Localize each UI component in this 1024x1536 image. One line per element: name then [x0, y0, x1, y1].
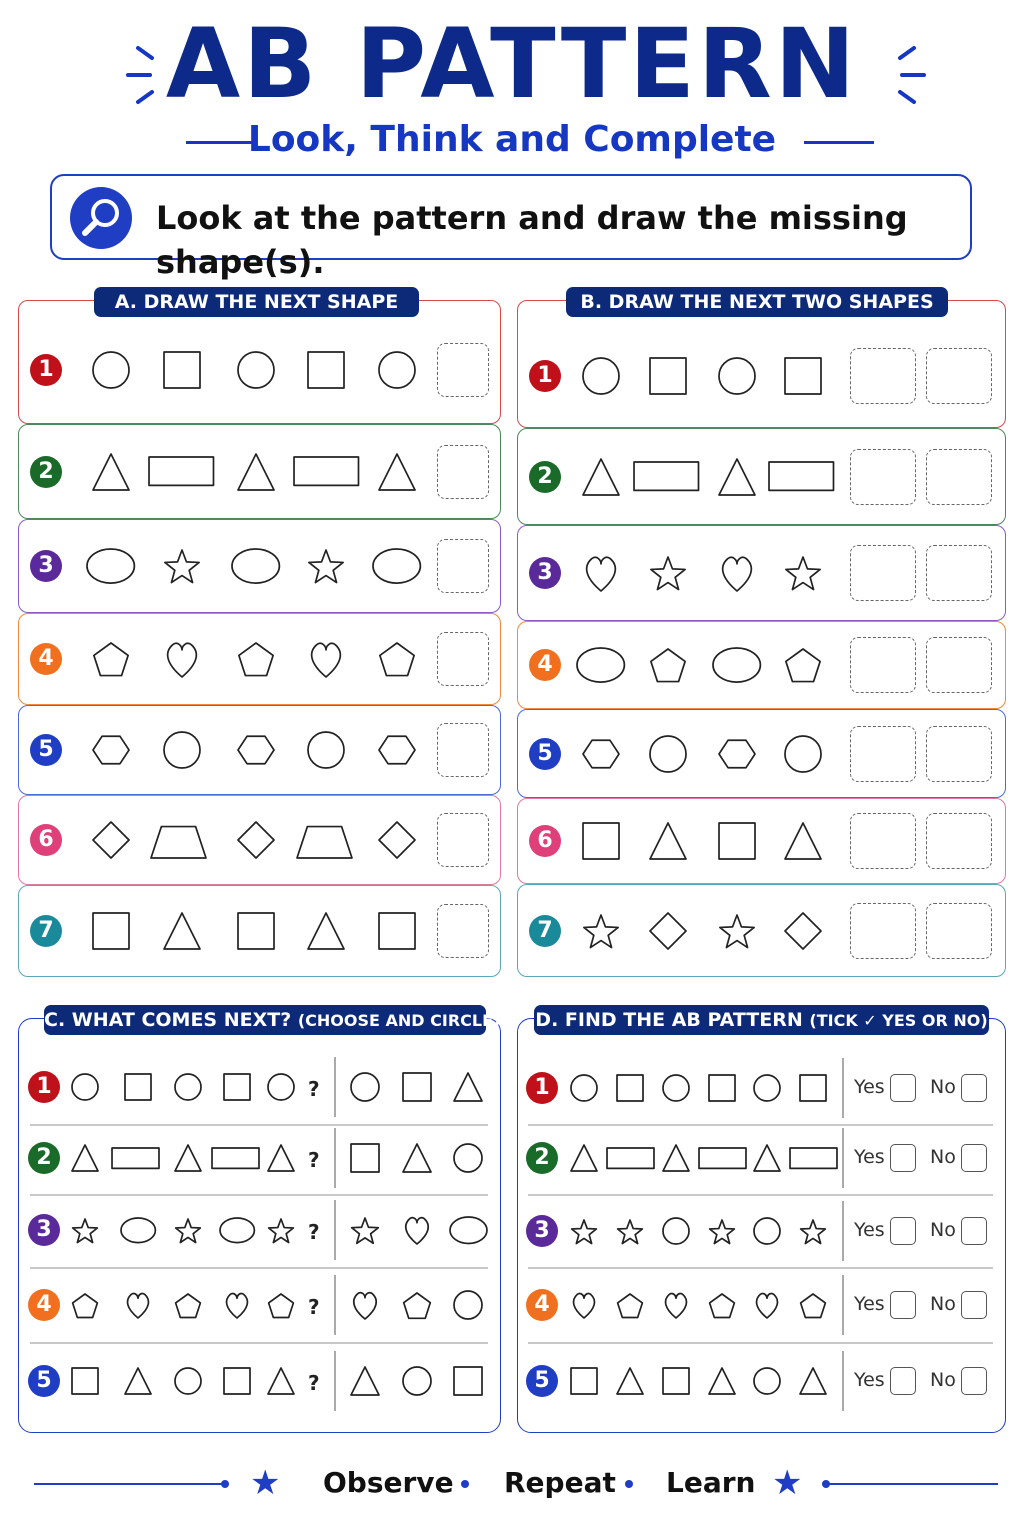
answer-slot[interactable] [850, 903, 916, 959]
number-badge: 4 [28, 1289, 60, 1321]
oval-shape [120, 1217, 156, 1244]
yes-checkbox[interactable] [890, 1144, 916, 1172]
number-badge: 7 [529, 915, 561, 947]
number-badge: 4 [526, 1289, 558, 1321]
circle-shape [71, 1073, 99, 1101]
yes-no-divider [842, 1351, 844, 1411]
yes-no-divider [842, 1058, 844, 1118]
footer-word-observe: Observe [323, 1466, 454, 1499]
triangle-shape [267, 1144, 295, 1172]
answer-slot[interactable] [437, 723, 489, 777]
star-shape [267, 1216, 295, 1244]
answer-slot[interactable] [850, 637, 916, 693]
heart-shape [570, 1291, 598, 1319]
star-shape [582, 912, 620, 950]
no-checkbox[interactable] [961, 1074, 987, 1102]
circle-shape [570, 1074, 598, 1102]
yes-no-divider [842, 1201, 844, 1261]
rectangle-shape [111, 1147, 160, 1169]
triangle-shape [174, 1144, 202, 1172]
yes-label: Yes [854, 1369, 885, 1391]
number-badge: 2 [529, 461, 561, 493]
row-divider [528, 1267, 993, 1269]
answer-slot[interactable] [926, 903, 992, 959]
no-label: No [930, 1146, 956, 1168]
star-shape [708, 1217, 736, 1245]
footer-dot [221, 1480, 229, 1488]
subtitle-row [0, 115, 1024, 165]
circle-choice[interactable] [402, 1366, 432, 1396]
answer-slot[interactable] [437, 343, 489, 397]
triangle-shape [616, 1367, 644, 1395]
square-choice[interactable] [350, 1143, 380, 1173]
question-mark: ? [308, 1371, 320, 1395]
answer-slot[interactable] [926, 545, 992, 601]
square-shape [163, 351, 201, 389]
hexagon-shape [378, 731, 416, 769]
square-shape [649, 357, 687, 395]
star-shape [174, 1216, 202, 1244]
no-checkbox[interactable] [961, 1144, 987, 1172]
circle-shape [753, 1217, 781, 1245]
answer-slot[interactable] [926, 637, 992, 693]
section-b-title: B. DRAW THE NEXT TWO SHAPES [566, 287, 948, 317]
diamond-shape [237, 821, 275, 859]
choice-divider [334, 1351, 336, 1411]
pentagon-shape [267, 1291, 295, 1319]
oval-shape [372, 548, 421, 584]
star-shape [163, 547, 201, 585]
triangle-shape [662, 1144, 690, 1172]
triangle-shape [307, 912, 345, 950]
question-mark: ? [308, 1148, 320, 1172]
number-badge: 5 [526, 1365, 558, 1397]
triangle-shape [708, 1367, 736, 1395]
number-badge: 5 [529, 738, 561, 770]
section-c-title-main: C. WHAT COMES NEXT? [44, 1009, 292, 1031]
pentagon-shape [237, 640, 275, 678]
number-badge: 1 [526, 1072, 558, 1104]
circle-shape [649, 735, 687, 773]
answer-slot[interactable] [926, 449, 992, 505]
footer-word-learn: Learn [666, 1466, 756, 1499]
yes-label: Yes [854, 1219, 885, 1241]
circle-shape [378, 351, 416, 389]
section-a-title: A. DRAW THE NEXT SHAPE [94, 287, 419, 317]
triangle-shape [570, 1144, 598, 1172]
star-shape [71, 1216, 99, 1244]
pentagon-shape [174, 1291, 202, 1319]
answer-slot[interactable] [850, 449, 916, 505]
star-shape [799, 1217, 827, 1245]
oval-shape [576, 647, 625, 683]
heart-shape [718, 554, 756, 592]
yes-checkbox[interactable] [890, 1291, 916, 1319]
yes-checkbox[interactable] [890, 1367, 916, 1395]
hexagon-shape [582, 735, 620, 773]
circle-shape [718, 357, 756, 395]
circle-choice[interactable] [350, 1072, 380, 1102]
number-badge: 5 [28, 1365, 60, 1397]
answer-slot[interactable] [850, 348, 916, 404]
oval-shape [219, 1217, 255, 1244]
answer-slot[interactable] [437, 813, 489, 867]
yes-no-divider [842, 1275, 844, 1335]
square-shape [708, 1074, 736, 1102]
subtitle-rule-right [804, 141, 874, 144]
footer-dot [625, 1480, 633, 1488]
yes-label: Yes [854, 1293, 885, 1315]
circle-shape [92, 351, 130, 389]
heart-choice[interactable] [350, 1290, 380, 1320]
square-shape [616, 1074, 644, 1102]
oval-choice[interactable] [449, 1216, 488, 1245]
magnifier-icon [70, 187, 132, 249]
star-shape [718, 912, 756, 950]
answer-slot[interactable] [926, 348, 992, 404]
oval-shape [712, 647, 761, 683]
answer-slot[interactable] [926, 726, 992, 782]
pentagon-shape [708, 1291, 736, 1319]
no-label: No [930, 1369, 956, 1391]
circle-shape [237, 351, 275, 389]
no-label: No [930, 1219, 956, 1241]
pentagon-shape [799, 1291, 827, 1319]
yes-checkbox[interactable] [890, 1217, 916, 1245]
square-shape [662, 1367, 690, 1395]
circle-shape [582, 357, 620, 395]
no-checkbox[interactable] [961, 1367, 987, 1395]
number-badge: 6 [529, 825, 561, 857]
question-mark: ? [308, 1295, 320, 1319]
triangle-shape [718, 458, 756, 496]
circle-choice[interactable] [453, 1290, 483, 1320]
triangle-shape [582, 458, 620, 496]
star-icon: ★ [250, 1463, 281, 1503]
number-badge: 1 [28, 1071, 60, 1103]
answer-slot[interactable] [437, 539, 489, 593]
row-divider [528, 1124, 993, 1126]
section-c-title [44, 1005, 501, 1035]
star-shape [784, 554, 822, 592]
number-badge: 5 [30, 734, 62, 766]
square-shape [237, 912, 275, 950]
circle-shape [174, 1073, 202, 1101]
star-shape [307, 547, 345, 585]
circle-shape [267, 1073, 295, 1101]
number-badge: 3 [526, 1215, 558, 1247]
row-divider [528, 1194, 993, 1196]
square-shape [71, 1367, 99, 1395]
footer-dot [461, 1480, 469, 1488]
square-shape [223, 1367, 251, 1395]
star-icon: ★ [772, 1463, 803, 1503]
trapezoid-shape [150, 821, 207, 859]
oval-shape [86, 548, 135, 584]
circle-shape [753, 1074, 781, 1102]
rectangle-shape [148, 456, 215, 486]
yes-no-divider [842, 1128, 844, 1188]
row-divider [528, 1342, 993, 1344]
circle-shape [784, 735, 822, 773]
question-mark: ? [308, 1077, 320, 1101]
circle-shape [307, 731, 345, 769]
rectangle-shape [768, 461, 835, 491]
number-badge: 3 [28, 1214, 60, 1246]
square-choice[interactable] [453, 1366, 483, 1396]
heart-shape [307, 640, 345, 678]
no-checkbox[interactable] [961, 1217, 987, 1245]
answer-slot[interactable] [926, 813, 992, 869]
rectangle-shape [633, 461, 700, 491]
rectangle-shape [606, 1147, 655, 1169]
diamond-shape [378, 821, 416, 859]
footer-rule-left [34, 1483, 224, 1485]
square-shape [784, 357, 822, 395]
choice-divider [334, 1200, 336, 1260]
section-d-title-main: D. FIND THE AB PATTERN [535, 1009, 803, 1031]
trapezoid-shape [296, 821, 353, 859]
pentagon-shape [784, 646, 822, 684]
square-shape [570, 1367, 598, 1395]
circle-shape [662, 1217, 690, 1245]
square-shape [582, 822, 620, 860]
triangle-shape [784, 822, 822, 860]
star-shape [616, 1217, 644, 1245]
section-d-title [534, 1005, 989, 1035]
heart-shape [662, 1291, 690, 1319]
heart-shape [124, 1291, 152, 1319]
row-divider [30, 1124, 488, 1126]
number-badge: 2 [526, 1142, 558, 1174]
triangle-shape [71, 1144, 99, 1172]
number-badge: 1 [529, 360, 561, 392]
page-subtitle: Look, Think and Complete [247, 119, 777, 160]
star-choice[interactable] [350, 1215, 380, 1245]
footer-word-repeat: Repeat [504, 1466, 616, 1499]
number-badge: 3 [529, 557, 561, 589]
row-divider [30, 1342, 488, 1344]
star-shape [570, 1217, 598, 1245]
triangle-shape [378, 453, 416, 491]
triangle-choice[interactable] [453, 1072, 483, 1102]
star-shape [649, 554, 687, 592]
circle-shape [174, 1367, 202, 1395]
rectangle-shape [211, 1147, 260, 1169]
page-title: AB PATTERN [165, 8, 859, 120]
heart-shape [753, 1291, 781, 1319]
triangle-shape [267, 1367, 295, 1395]
triangle-shape [124, 1367, 152, 1395]
pentagon-shape [378, 640, 416, 678]
section-c-title-note: (CHOOSE AND CIRCLE) [297, 1011, 501, 1030]
circle-choice[interactable] [453, 1143, 483, 1173]
pentagon-shape [649, 646, 687, 684]
footer-rule-right [826, 1483, 998, 1485]
burst-right-icon [892, 40, 932, 110]
circle-shape [163, 731, 201, 769]
triangle-shape [649, 822, 687, 860]
burst-left-icon [120, 40, 160, 110]
yes-label: Yes [854, 1146, 885, 1168]
answer-slot[interactable] [437, 445, 489, 499]
hexagon-shape [237, 731, 275, 769]
diamond-shape [92, 821, 130, 859]
square-shape [124, 1073, 152, 1101]
number-badge: 2 [30, 456, 62, 488]
oval-shape [231, 548, 280, 584]
triangle-choice[interactable] [402, 1143, 432, 1173]
triangle-shape [799, 1367, 827, 1395]
triangle-shape [237, 453, 275, 491]
square-shape [223, 1073, 251, 1101]
rectangle-shape [293, 456, 360, 486]
choice-divider [334, 1128, 336, 1188]
pentagon-shape [71, 1291, 99, 1319]
diamond-shape [649, 912, 687, 950]
row-divider [30, 1267, 488, 1269]
heart-shape [582, 554, 620, 592]
answer-slot[interactable] [850, 813, 916, 869]
triangle-shape [92, 453, 130, 491]
yes-checkbox[interactable] [890, 1074, 916, 1102]
square-shape [307, 351, 345, 389]
square-shape [718, 822, 756, 860]
row-divider [30, 1194, 488, 1196]
number-badge: 1 [30, 354, 62, 386]
square-shape [92, 912, 130, 950]
number-badge: 3 [30, 550, 62, 582]
circle-shape [753, 1367, 781, 1395]
triangle-shape [163, 912, 201, 950]
circle-shape [662, 1074, 690, 1102]
pentagon-shape [92, 640, 130, 678]
hexagon-shape [718, 735, 756, 773]
choice-divider [334, 1275, 336, 1335]
section-d-title-note: (TICK ✓ YES OR NO) [809, 1011, 988, 1030]
answer-slot[interactable] [850, 545, 916, 601]
square-shape [378, 912, 416, 950]
heart-choice[interactable] [402, 1215, 432, 1245]
choice-divider [334, 1057, 336, 1117]
no-checkbox[interactable] [961, 1291, 987, 1319]
square-shape [799, 1074, 827, 1102]
triangle-choice[interactable] [350, 1366, 380, 1396]
question-mark: ? [308, 1220, 320, 1244]
no-label: No [930, 1293, 956, 1315]
instruction-box [50, 174, 972, 281]
pentagon-choice[interactable] [402, 1290, 432, 1320]
instruction-text: Look at the pattern and draw the missing shape(s). [156, 199, 908, 281]
rectangle-shape [789, 1147, 838, 1169]
no-label: No [930, 1076, 956, 1098]
answer-slot[interactable] [850, 726, 916, 782]
rectangle-shape [698, 1147, 747, 1169]
hexagon-shape [92, 731, 130, 769]
triangle-shape [753, 1144, 781, 1172]
pentagon-shape [616, 1291, 644, 1319]
answer-slot[interactable] [437, 904, 489, 958]
number-badge: 4 [529, 649, 561, 681]
number-badge: 7 [30, 915, 62, 947]
number-badge: 2 [28, 1142, 60, 1174]
yes-label: Yes [854, 1076, 885, 1098]
answer-slot[interactable] [437, 632, 489, 686]
heart-shape [223, 1291, 251, 1319]
heart-shape [163, 640, 201, 678]
number-badge: 6 [30, 824, 62, 856]
square-choice[interactable] [402, 1072, 432, 1102]
diamond-shape [784, 912, 822, 950]
number-badge: 4 [30, 643, 62, 675]
